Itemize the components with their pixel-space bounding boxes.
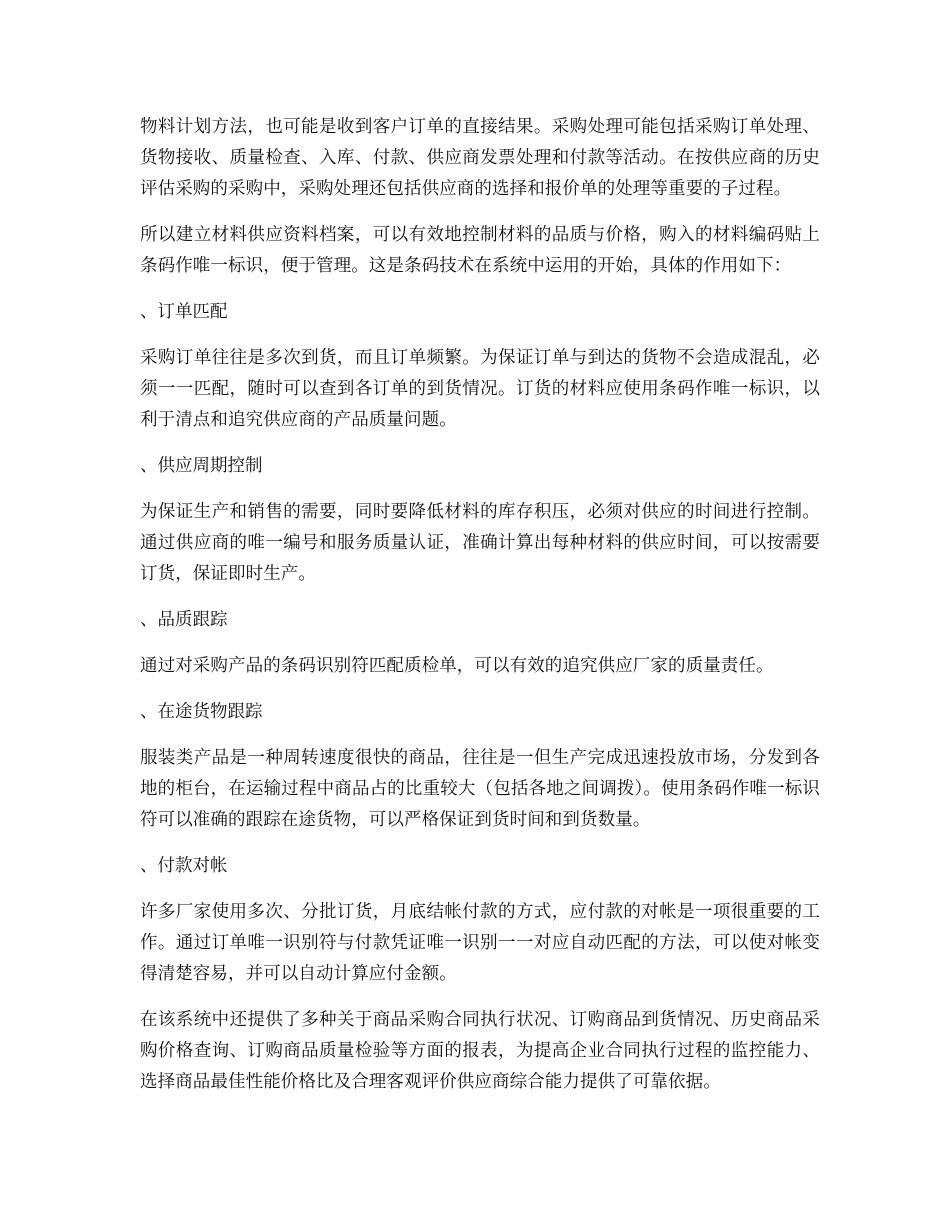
heading-supply-cycle: 、供应周期控制 <box>140 456 263 476</box>
paragraph-procurement-process: 物料计划方法，也可能是收到客户订单的直接结果。采购处理可能包括采购订单处理、货物接收、质量检查、入库、付款、供应商发票处理和付款等活动。在按供应商的历史评估采购的采购中，采购处理还包括供应商的选择和报价单的处理等重要的子过程。 <box>140 117 820 199</box>
paragraph-supplier-archive: 所以建立材料供应资料档案，可以有效地控制材料的品质与价格，购入的材料编码贴上条码作唯一标识，便于管理。这是条码技术在系统中运用的开始，具体的作用如下： <box>140 225 820 276</box>
document-page <box>140 112 820 1113</box>
paragraph-quality-tracking: 通过对采购产品的条码识别符匹配质检单，可以有效的追究供应厂家的质量责任。 <box>140 656 774 676</box>
heading-in-transit-tracking: 、在途货物跟踪 <box>140 702 263 722</box>
paragraph-in-transit-tracking: 服装类产品是一种周转速度很快的商品，往往是一但生产完成迅速投放市场，分发到各地的柜台，在运输过程中商品占的比重较大（包括各地之间调拨）。使用条码作唯一标识符可以准确的跟踪在途货物，可以严格保证到货时间和到货数量。 <box>140 748 820 830</box>
paragraph-supply-cycle: 为保证生产和销售的需要，同时要降低材料的库存积压，必须对供应的时间进行控制。通过供应商的唯一编号和服务质量认证，准确计算出每种材料的供应时间，可以按需要订货，保证即时生产。 <box>140 502 820 584</box>
heading-payment-reconciliation: 、付款对帐 <box>140 856 228 876</box>
heading-order-matching: 、订单匹配 <box>140 302 228 322</box>
paragraph-payment-reconciliation: 许多厂家使用多次、分批订货，月底结帐付款的方式，应付款的对帐是一项很重要的工作。通过订单唯一识别符与付款凭证唯一识别一一对应自动匹配的方法，可以使对帐变得清楚容易，并可以自动计算应付金额。 <box>140 902 820 984</box>
heading-quality-tracking: 、品质跟踪 <box>140 610 228 630</box>
paragraph-order-matching: 采购订单往往是多次到货，而且订单频繁。为保证订单与到达的货物不会造成混乱，必须一一匹配，随时可以查到各订单的到货情况。订货的材料应使用条码作唯一标识，以利于清点和追究供应商的产品质量问题。 <box>140 348 820 430</box>
paragraph-system-reports: 在该系统中还提供了多种关于商品采购合同执行状况、订购商品到货情况、历史商品采购价格查询、订购商品质量检验等方面的报表，为提高企业合同执行过程的监控能力、选择商品最佳性能价格比及合理客观评价供应商综合能力提供了可靠依据。 <box>140 1010 820 1092</box>
